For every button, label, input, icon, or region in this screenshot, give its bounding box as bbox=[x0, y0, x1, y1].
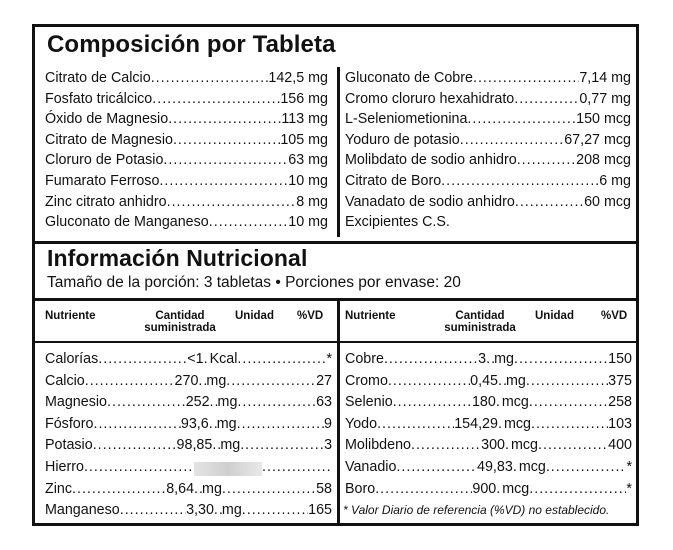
nutrient-amount: 98,85 bbox=[176, 437, 213, 454]
nutrient-amount: 3,30 bbox=[186, 502, 214, 519]
header-bottom-divider bbox=[35, 341, 636, 343]
nutrient-unit: mg bbox=[220, 437, 241, 454]
ingredient-amount: 8 mg bbox=[296, 193, 328, 210]
dot-leader bbox=[393, 393, 472, 411]
dot-leader bbox=[210, 393, 218, 411]
dot-leader bbox=[529, 393, 608, 411]
nutrient-vd: 103 bbox=[608, 415, 632, 432]
ingredient-name: Citrato de Calcio bbox=[45, 70, 151, 86]
nutrient-unit: mg bbox=[506, 372, 526, 389]
dot-leader bbox=[151, 69, 269, 87]
dot-leader bbox=[473, 69, 579, 87]
serving-info: Tamaño de la porción: 3 tabletas • Porciones por envase: 20 bbox=[47, 274, 461, 291]
ingredient-name: Gluconato de Manganeso bbox=[45, 214, 209, 231]
nutrient-unit: mg bbox=[216, 415, 237, 432]
dot-leader bbox=[212, 436, 220, 454]
nutrient-name: Cromo bbox=[345, 372, 388, 389]
dot-leader bbox=[84, 458, 194, 476]
header-unit-right: Unidad bbox=[535, 310, 574, 322]
composition-row bbox=[345, 110, 631, 128]
header-top-divider bbox=[35, 298, 636, 301]
header-amount-right bbox=[435, 310, 525, 334]
nutrition-divider bbox=[337, 299, 340, 526]
nutrient-unit: mg bbox=[494, 351, 514, 367]
dot-leader bbox=[85, 372, 175, 390]
composition-row bbox=[345, 90, 631, 108]
dot-leader bbox=[441, 172, 599, 190]
dot-leader bbox=[262, 458, 332, 476]
dot-leader bbox=[168, 110, 281, 128]
dot-leader bbox=[526, 372, 608, 390]
ingredient-name: Óxido de Magnesio bbox=[45, 111, 169, 128]
nutrient-row bbox=[45, 393, 332, 411]
dot-leader bbox=[214, 501, 222, 519]
composition-row bbox=[345, 151, 631, 169]
nutrient-row bbox=[345, 458, 632, 476]
ingredient-name: Zinc citrato anhidro bbox=[45, 193, 167, 210]
nutrient-unit: mg bbox=[217, 394, 238, 411]
section-divider bbox=[35, 241, 636, 244]
composition-row bbox=[45, 131, 328, 149]
ingredient-amount: 6 mg bbox=[599, 173, 631, 189]
nutrient-name: Fósforo bbox=[45, 415, 94, 432]
nutrient-row bbox=[45, 501, 332, 519]
nutrient-name: Magnesio bbox=[45, 394, 107, 411]
header-amount bbox=[135, 310, 225, 334]
nutrient-vd: 150 bbox=[608, 351, 633, 367]
composition-row bbox=[345, 193, 631, 211]
dot-leader bbox=[209, 415, 217, 433]
ingredient-name: Yoduro de potasio bbox=[345, 131, 460, 148]
nutrient-vd: 58 bbox=[316, 480, 332, 497]
dot-leader bbox=[237, 393, 316, 411]
nutrient-vd: 9 bbox=[324, 415, 332, 432]
composition-row bbox=[45, 90, 328, 108]
dot-leader bbox=[152, 90, 280, 108]
dot-leader bbox=[377, 415, 454, 433]
nutrient-amount: 3 bbox=[478, 351, 487, 367]
nutrient-amount: 270 bbox=[174, 372, 199, 389]
dot-leader bbox=[515, 193, 584, 211]
composition-row bbox=[45, 69, 328, 87]
dot-leader bbox=[240, 436, 324, 454]
header-amount-line1: Cantidad bbox=[155, 310, 205, 322]
dot-leader bbox=[411, 436, 481, 454]
dot-leader bbox=[375, 480, 472, 498]
header-unit: Unidad bbox=[235, 310, 274, 322]
nutrient-name: Boro bbox=[345, 480, 376, 497]
dot-leader bbox=[546, 458, 627, 476]
ingredient-amount: 150 mcg bbox=[576, 111, 631, 128]
dot-leader bbox=[514, 350, 608, 368]
nutrient-row bbox=[345, 480, 632, 498]
dot-leader bbox=[538, 436, 608, 454]
nutrient-amount: 93,6 bbox=[180, 415, 209, 432]
ingredient-amount: 142,5 mg bbox=[268, 70, 328, 86]
dot-leader bbox=[194, 480, 202, 498]
nutrition-label bbox=[32, 24, 639, 526]
nutrient-amount: <1 bbox=[187, 351, 204, 367]
nutrient-name: Manganeso bbox=[45, 502, 120, 519]
nutrient-vd: * bbox=[626, 480, 632, 497]
ingredient-amount: 7,14 mg bbox=[579, 70, 631, 86]
nutrient-unit: mg bbox=[221, 502, 242, 519]
dot-leader bbox=[498, 372, 506, 390]
ingredient-amount: 156 mg bbox=[280, 90, 328, 107]
nutrient-amount: 300 bbox=[481, 437, 505, 454]
nutrient-unit: mcg bbox=[503, 415, 531, 432]
ingredient-amount: 113 mg bbox=[281, 111, 328, 128]
composition-divider bbox=[337, 67, 340, 237]
ingredient-name: L-Seleniometionina bbox=[345, 111, 468, 128]
dot-leader bbox=[107, 393, 186, 411]
dot-leader bbox=[198, 372, 206, 390]
ingredient-name: Fosfato tricálcico bbox=[45, 90, 153, 107]
composition-row bbox=[345, 69, 631, 87]
nutrient-row bbox=[345, 393, 632, 411]
dot-leader bbox=[517, 151, 576, 169]
header-amount-right-line2: suministrada bbox=[444, 322, 516, 334]
dot-leader bbox=[486, 350, 494, 368]
ingredient-amount: 10 mg bbox=[288, 173, 328, 189]
nutrient-vd: 258 bbox=[608, 394, 632, 411]
nutrient-row bbox=[45, 480, 332, 498]
nutrient-name: Calorías bbox=[45, 351, 99, 367]
nutrition-title: Información Nutricional bbox=[47, 245, 308, 271]
dot-leader bbox=[237, 415, 324, 433]
dot-leader bbox=[460, 131, 564, 149]
dot-leader bbox=[384, 350, 478, 368]
nutrient-row bbox=[345, 350, 632, 368]
composition-row bbox=[45, 213, 328, 231]
dot-leader bbox=[93, 415, 180, 433]
nutrient-name: Zinc bbox=[45, 480, 73, 497]
nutrient-name: Hierro bbox=[45, 459, 84, 475]
header-amount-right-line1: Cantidad bbox=[455, 310, 505, 322]
ingredient-name: Fumarato Ferroso bbox=[45, 173, 160, 189]
ingredient-amount: 60 mcg bbox=[584, 193, 631, 210]
nutrient-unit: Kcal bbox=[209, 351, 238, 367]
nutrient-vd: 375 bbox=[608, 372, 632, 389]
composition-row bbox=[345, 172, 631, 190]
nutrient-amount: 900 bbox=[472, 480, 497, 497]
composition-row bbox=[45, 193, 328, 211]
nutrient-row bbox=[45, 458, 332, 476]
nutrient-row bbox=[45, 415, 332, 433]
nutrient-unit: mcg bbox=[501, 394, 529, 411]
nutrient-unit: mcg bbox=[518, 459, 546, 475]
dot-leader bbox=[173, 131, 280, 149]
nutrient-name: Potasio bbox=[45, 437, 93, 454]
nutrient-unit: mcg bbox=[510, 437, 538, 454]
dot-leader bbox=[209, 213, 289, 231]
header-amount-line2: suministrada bbox=[144, 322, 216, 334]
nutrient-vd: * bbox=[326, 351, 333, 367]
dot-leader bbox=[226, 372, 316, 390]
nutrient-amount: 0,45 bbox=[470, 372, 498, 389]
dot-leader bbox=[467, 110, 576, 128]
dot-leader bbox=[529, 480, 626, 498]
nutrient-row bbox=[45, 436, 332, 454]
ingredient-amount: 10 mg bbox=[288, 214, 328, 231]
nutrient-vd: 165 bbox=[308, 502, 332, 519]
nutrient-row bbox=[345, 436, 632, 454]
dot-leader bbox=[120, 501, 186, 519]
nutrient-unit: mg bbox=[206, 372, 227, 389]
footnote: * Valor Diario de referencia (%VD) no establecido. bbox=[343, 503, 610, 517]
nutrient-name: Yodo bbox=[345, 415, 378, 432]
nutrient-vd: 3 bbox=[324, 437, 333, 454]
nutrient-row bbox=[345, 415, 632, 433]
ingredient-name: Molibdato de sodio anhidro bbox=[345, 152, 517, 169]
ingredient-name: Cromo cloruro hexahidrato bbox=[345, 90, 515, 107]
composition-row bbox=[45, 151, 328, 169]
dot-leader bbox=[514, 90, 579, 108]
nutrient-name: Selenio bbox=[345, 394, 393, 411]
dot-leader bbox=[163, 151, 288, 169]
dot-leader bbox=[531, 415, 608, 433]
header-vd-right: %VD bbox=[601, 310, 628, 322]
nutrient-name: Cobre bbox=[345, 351, 384, 367]
dot-leader bbox=[98, 350, 187, 368]
dot-leader bbox=[396, 458, 477, 476]
ingredient-amount: 0,77 mg bbox=[579, 90, 631, 107]
nutrient-vd: 63 bbox=[316, 394, 333, 411]
header-vd: %VD bbox=[297, 310, 324, 322]
dot-leader bbox=[222, 480, 316, 498]
dot-leader bbox=[388, 372, 470, 390]
nutrient-vd: * bbox=[626, 459, 633, 475]
nutrient-amount: 252 bbox=[185, 394, 210, 411]
ingredient-name: Citrato de Magnesio bbox=[45, 131, 173, 148]
nutrient-row bbox=[345, 372, 632, 390]
nutrient-name: Calcio bbox=[45, 372, 85, 389]
dot-leader bbox=[167, 193, 297, 211]
ingredient-amount: 67,27 mcg bbox=[564, 131, 631, 148]
dot-leader bbox=[242, 501, 308, 519]
composition-row bbox=[45, 172, 328, 190]
dot-leader bbox=[72, 480, 166, 498]
redacted-value bbox=[194, 462, 262, 476]
nutrient-name: Vanadio bbox=[345, 459, 397, 475]
nutrient-amount: 180 bbox=[471, 394, 496, 411]
nutrient-amount: 8,64 bbox=[166, 480, 195, 497]
composition-title: Composición por Tableta bbox=[47, 31, 336, 58]
ingredient-name: Vanadato de sodio anhidro bbox=[345, 193, 515, 210]
nutrient-unit: mcg bbox=[502, 480, 530, 497]
ingredient-name: Excipientes C.S. bbox=[345, 214, 450, 231]
composition-row bbox=[345, 213, 631, 231]
ingredient-amount: 208 mcg bbox=[576, 152, 631, 169]
dot-leader bbox=[93, 436, 177, 454]
composition-row bbox=[345, 131, 631, 149]
nutrient-unit: mg bbox=[202, 480, 222, 497]
header-nutrient-right: Nutriente bbox=[345, 310, 396, 322]
ingredient-name: Gluconato de Cobre bbox=[345, 70, 473, 86]
composition-row bbox=[45, 110, 328, 128]
header-nutrient: Nutriente bbox=[45, 310, 96, 322]
nutrient-row bbox=[45, 350, 332, 368]
dot-leader bbox=[159, 172, 288, 190]
nutrient-vd: 400 bbox=[608, 437, 632, 454]
ingredient-name: Cloruro de Potasio bbox=[45, 152, 164, 169]
nutrient-amount: 49,83 bbox=[477, 459, 513, 475]
dot-leader bbox=[237, 350, 326, 368]
nutrient-vd: 27 bbox=[316, 372, 332, 389]
nutrient-name: Molibdeno bbox=[345, 437, 411, 454]
ingredient-amount: 105 mg bbox=[280, 131, 328, 148]
ingredient-name: Citrato de Boro bbox=[345, 173, 442, 189]
nutrient-row bbox=[45, 372, 332, 390]
nutrient-amount: 154,29 bbox=[454, 415, 498, 432]
ingredient-amount: 63 mg bbox=[288, 152, 328, 169]
